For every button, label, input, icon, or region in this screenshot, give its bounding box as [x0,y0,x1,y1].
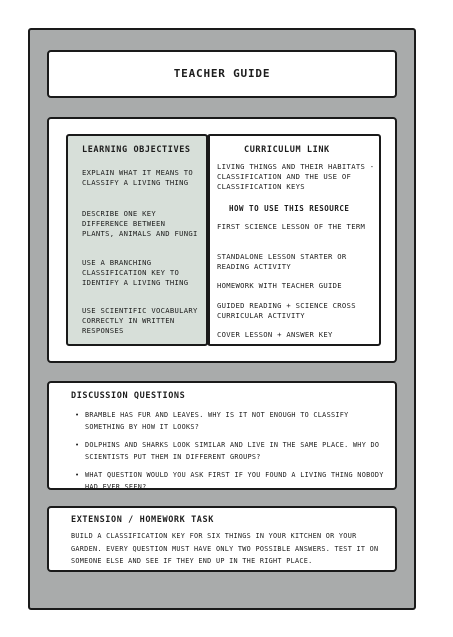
objective-item: DESCRIBE ONE KEY DIFFERENCE BETWEEN PLANTS, ANIMALS AND FUNGI [82,209,198,239]
list-item [75,469,385,494]
how-to-use-heading: HOW TO USE THIS RESOURCE [229,204,350,213]
extension-heading: EXTENSION / HOMEWORK TASK [71,515,214,525]
usage-item: COVER LESSON + ANSWER KEY [217,330,333,339]
discussion-box [47,381,397,490]
extension-text: BUILD A CLASSIFICATION KEY FOR SIX THINGS IN YOUR KITCHEN OR YOUR GARDEN. EVERY QUESTION MUST HAVE ONLY TWO POSSIBLE ANSWERS. TEST IT ON SOMEONE ELSE AND SEE IF THEY END UP IN THE RIGHT PLACE. [71,532,379,566]
curriculum-link-heading: CURRICULUM LINK [244,145,330,155]
page-title: TEACHER GUIDE [173,67,271,80]
learning-objectives-heading: LEARNING OBJECTIVES [82,145,191,155]
list-item [75,439,385,464]
question-text: DOLPHINS AND SHARKS LOOK SIMILAR AND LIVE IN THE SAME PLACE. WHY DO SCIENTISTS PUT THEM IN DIFFERENT GROUPS? [85,440,380,462]
list-item [75,409,385,434]
bullet-icon: • [75,411,80,419]
bullet-icon: • [75,470,80,479]
question-text: WHAT QUESTION WOULD YOU ASK FIRST IF YOU FOUND A LIVING THING NOBODY HAD EVER SEEN? [85,470,384,492]
discussion-list [75,409,385,498]
objective-item: USE SCIENTIFIC VOCABULARY CORRECTLY IN WRITTEN RESPONSES [82,306,198,336]
question-text: BRAMBLE HAS FUR AND LEAVES. WHY IS IT NOT ENOUGH TO CLASSIFY SOMETHING BY HOW IT LOOKS? [85,411,349,432]
usage-item: GUIDED READING + SCIENCE CROSS CURRICULAR ACTIVITY [217,301,356,321]
title-box [47,50,397,98]
objective-item: EXPLAIN WHAT IT MEANS TO CLASSIFY A LIVING THING [82,168,194,188]
discussion-heading: DISCUSSION QUESTIONS [71,391,186,401]
usage-item: FIRST SCIENCE LESSON OF THE TERM [217,222,366,231]
bullet-icon: • [75,440,80,449]
usage-item: STANDALONE LESSON STARTER OR READING ACTIVITY [217,252,347,272]
usage-item: HOMEWORK WITH TEACHER GUIDE [217,281,342,290]
curriculum-link-text: LIVING THINGS AND THEIR HABITATS - CLASSIFICATION AND THE USE OF CLASSIFICATION KEYS [217,162,375,192]
extension-box [47,506,397,572]
objective-item: USE A BRANCHING CLASSIFICATION KEY TO IDENTIFY A LIVING THING [82,258,189,288]
